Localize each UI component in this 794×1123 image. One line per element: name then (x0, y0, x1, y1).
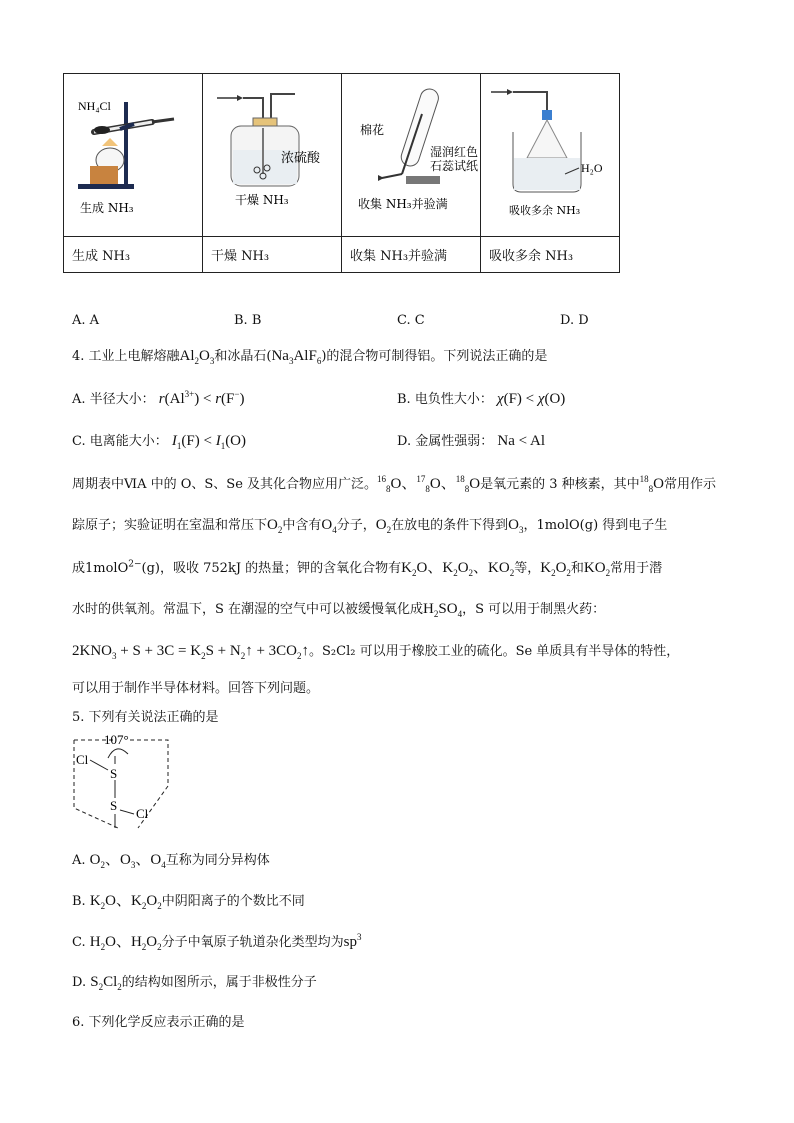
cell-dry-image (203, 74, 342, 237)
q4-option-d: D. 金属性强弱： Na < Al (397, 433, 545, 449)
dry-nh3-figure (203, 74, 341, 232)
q3-option-b: B. B (234, 313, 262, 328)
row-label-absorb: 吸收多余 NH₃ (481, 237, 620, 273)
q6-stem: 6. 下列化学反应表示正确的是 (72, 1015, 245, 1030)
q4-option-b: B. 电负性大小： χ(F) < χ(O) (397, 391, 566, 407)
cell-collect-image (342, 74, 481, 237)
cl-atom-1: Cl (76, 752, 89, 767)
row-label-dry: 干燥 NH₃ (203, 237, 342, 273)
passage-line-6: 可以用于制作半导体材料。回答下列问题。 (72, 681, 320, 696)
q5-option-d: D. $S_2Cl_2$的结构如图所示，属于非极性分子 (72, 974, 317, 992)
water-label: H₂O (581, 161, 603, 175)
q4-option-c: C. 电离能大小： $I_1(F) < I_1(O)$ (72, 433, 247, 451)
s-atom-1: S (110, 766, 118, 781)
cell-absorb-image (481, 74, 620, 237)
passage-line-5: $2KNO_3 + S + 3C = K_2S$ + $N_2↑$ + $3CO_2↑$。S₂Cl₂ 可以用于橡胶工业的硫化。Se 单质具有半导体的特性， (72, 643, 680, 661)
cotton-label: 棉花 (360, 123, 385, 137)
dry-caption: 干燥 NH₃ (235, 193, 289, 207)
passage-line-1: 周期表中ⅥA 中的 O、S、Se 及其化合物应用广泛。$^{16}_8$O、$^{17}_8$O、$^{18}_8$O是氧元素的 3 种核素，其中$^{18}_8$O常用作示 (72, 474, 716, 494)
q4-stem: 4. 工业上电解熔融$Al_2O_3$和冰晶石$(Na_3AlF_6)$的混合物可制得铝。下列说法正确的是 (72, 348, 548, 366)
row-label-collect: 收集 NH₃并验满 (342, 237, 481, 273)
generate-nh3-figure (64, 74, 202, 232)
q3-option-c: C. C (397, 313, 425, 328)
collect-nh3-figure (342, 74, 480, 232)
cl-atom-2: Cl (136, 806, 149, 821)
row-label-generate: 生成 NH₃ (64, 237, 203, 273)
q3-option-d: D. D (560, 313, 589, 328)
absorb-caption: 吸收多余 NH₃ (509, 204, 581, 217)
litmus-label-2: 石蕊试纸 (430, 159, 479, 173)
q4-option-a: A. 半径大小： $r(Al^{3+}) < r(F^-)$ (72, 389, 245, 407)
nh4cl-label: NH₄Cl (78, 99, 111, 113)
passage-line-3: 成1molO$^{2-}$(g)，吸收 752kJ 的热量；钾的含氧化合物有$K_2O$、$K_2O_2$、$KO_2$等，$K_2O_2$和$KO_2$常用于潜 (72, 559, 663, 578)
s2cl2-structure-figure (68, 728, 188, 834)
absorb-nh3-figure (481, 74, 619, 232)
apparatus-table (63, 73, 620, 273)
q5-option-b: B. $K_2O$、$K_2O_2$中阴阳离子的个数比不同 (72, 893, 305, 911)
angle-label: 107° (104, 732, 129, 747)
conc-sulfuric-label: 浓硫酸 (281, 151, 321, 166)
cell-generate-image (64, 74, 203, 237)
passage-line-2: 踪原子；实验证明在室温和常压下$O_2$中含有$O_4$分子，$O_2$在放电的条件下得到$O_3$，1molO(g) 得到电子生 (72, 517, 668, 535)
passage-line-4: 水时的供氧剂。常温下，S 在潮湿的空气中可以被缓慢氧化成$H_2SO_4$，S 可以用于制黑火药： (72, 601, 606, 619)
litmus-label-1: 湿润红色 (430, 145, 479, 159)
q5-stem: 5. 下列有关说法正确的是 (72, 710, 219, 725)
generate-caption: 生成 NH₃ (80, 201, 134, 215)
q5-option-a: A. $O_2$、$O_3$、$O_4$互称为同分异构体 (72, 852, 270, 870)
q5-option-c: C. $H_2O$、$H_2O_2$分子中氧原子轨道杂化类型均为$sp^3$ (72, 932, 362, 952)
q3-option-a: A. A (72, 313, 100, 328)
collect-caption: 收集 NH₃并验满 (358, 197, 448, 211)
s-atom-2: S (110, 798, 118, 813)
